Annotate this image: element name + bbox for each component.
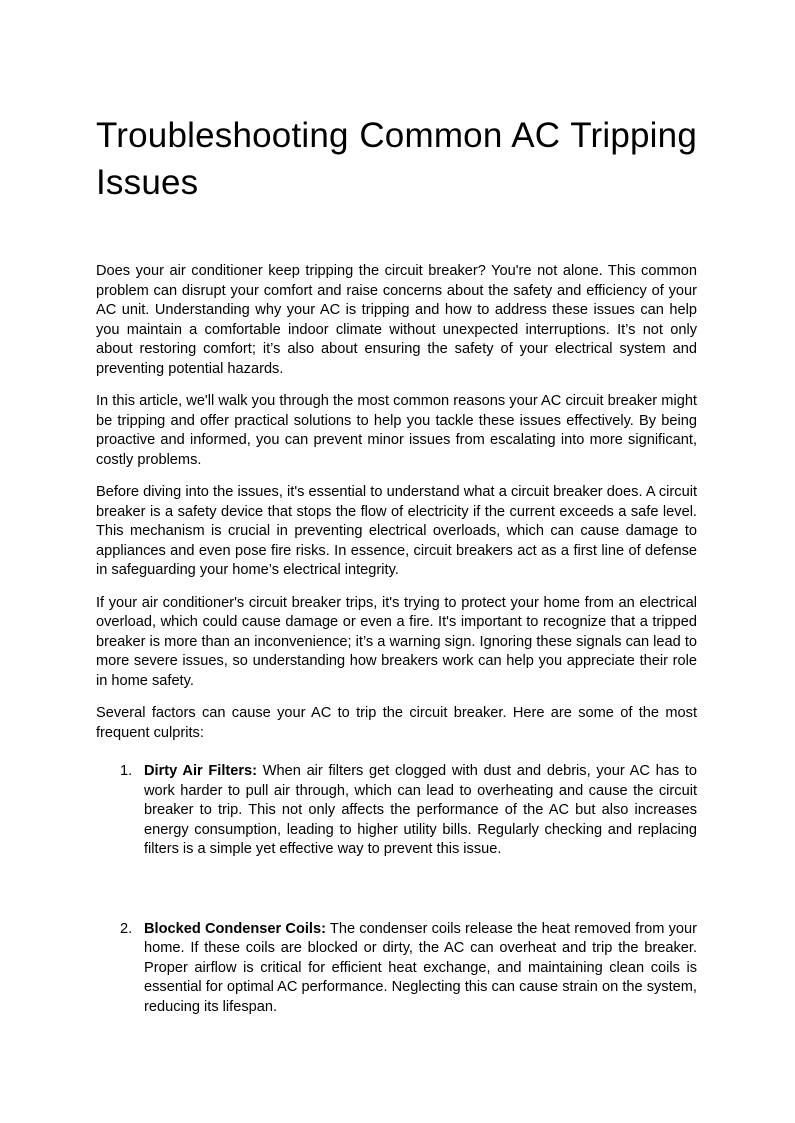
intro-paragraph: Does your air conditioner keep tripping the circuit breaker? You're not alone. This common problem can disrupt your comfort and raise concerns about the safety and efficiency of your AC unit. Understanding why your AC is tripping and how to address these issues can help you maintain a comfortable indoor climate without unexpected interruptions. It’s not only about restoring comfort; it’s also about ensuring the safety of your electrical system and preventing potential hazards. (96, 263, 697, 377)
list-item-term: Dirty Air Filters: (144, 763, 258, 779)
document-page (96, 112, 697, 1017)
list-item-term: Blocked Condenser Coils: (144, 920, 326, 937)
circuit-breaker-paragraph: Before diving into the issues, it's essential to understand what a circuit breaker does. A circuit breaker is a safety device that stops the flow of electricity if the current exceeds a safe level. This mechanism is crucial in preventing electrical overloads, which can cause damage to appliances and even pose fire risks. In essence, circuit breakers act as a first line of defense in safeguarding your home’s electrical integrity. (96, 484, 697, 578)
page-title: Troubleshooting Common AC Tripping Issues (96, 116, 697, 202)
list-item-text: When air filters get clogged with dust and debris, your AC has to work harder to pull air through, which can lead to overheating and cause the circuit breaker to trip. This not only affects the performance of the AC but also increases energy consumption, leading to higher utility bills. Regularly checking and replacing filters is a simple yet effective way to prevent this issue. (144, 763, 698, 857)
causes-intro-paragraph: Several factors can cause your AC to trip the circuit breaker. Here are some of the most frequent culprits: (96, 705, 697, 741)
list-item (96, 920, 697, 1018)
list-number: 2. (120, 920, 133, 937)
tripping-warning-paragraph: If your air conditioner's circuit breaker trips, it's trying to protect your home from an electrical overload, which could cause damage or even a fire. It's important to recognize that a tripped breaker is more than an inconvenience; it’s a warning sign. Ignoring these signals can lead to more severe issues, so understanding how breakers work can help you appreciate their role in home safety. (96, 594, 697, 689)
list-item-text: The condenser coils release the heat removed from your home. If these coils are blocked or dirty, the AC can overheat and trip the breaker. Proper airflow is critical for efficient heat exchange, and maintaining clean coils is essential for optimal AC performance. Neglecting this can cause strain on the system, reducing its lifespan. (144, 920, 697, 1015)
article-overview-paragraph: In this article, we'll walk you through the most common reasons your AC circuit breaker might be tripping and offer practical solutions to help you tackle these issues effectively. By being proactive and informed, you can prevent minor issues from escalating into more significant, costly problems. (96, 393, 697, 468)
causes-list (96, 762, 697, 1017)
list-number: 1. (120, 763, 133, 779)
list-item (96, 762, 697, 860)
